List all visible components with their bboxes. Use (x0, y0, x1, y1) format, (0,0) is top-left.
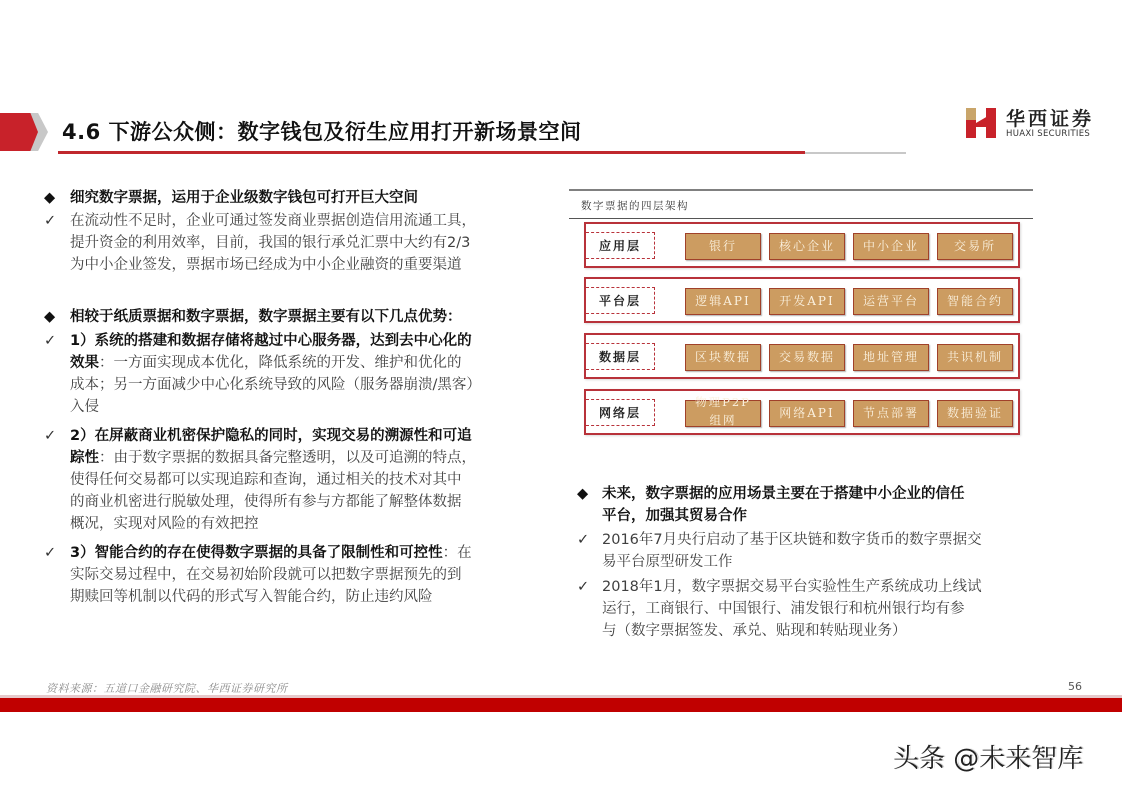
node-box: 开发API (769, 288, 845, 315)
diamond-bullet-icon: ◆ (577, 486, 589, 502)
diamond-bullet-icon: ◆ (44, 190, 56, 206)
section-heading-3: ◆ 未来，数字票据的应用场景主要在于搭建中小企业的信任 平台，加强其贸易合作 (577, 483, 965, 527)
diagram-caption: 数字票据的四层架构 (581, 200, 689, 212)
diamond-bullet-icon: ◆ (44, 309, 56, 325)
check-icon: ✓ (44, 333, 57, 349)
list-item: ✓ 在流动性不足时，企业可通过签发商业票据创造信用流通工具， 提升资金的利用效率，目前，我国的银行承兑汇票中大约有2/3 为中小企业签发，票据市场已经成为中小企业融资的重要渠道 (44, 210, 476, 276)
diagram-caption-rule (569, 218, 1033, 219)
node-box: 核心企业 (769, 233, 845, 260)
huaxi-logo-icon (964, 106, 998, 140)
list-item: ✓ 1）系统的搭建和数据存储将越过中心服务器，达到去中心化的 效果：一方面实现成本优化，降低系统的开发、维护和优化的 成本；另一方面减少中心化系统导致的风险（服务器崩溃/黑客） 入侵 (44, 330, 481, 418)
check-icon: ✓ (44, 428, 57, 444)
list-item: ✓ 2）在屏蔽商业机密保护隐私的同时，实现交易的溯源性和可追 踪性：由于数字票据的数据具备完整透明，以及可追溯的特点， 使得任何交易都可以实现追踪和查询，通过相关的技术对其中 的商业机密进行脱敏处理，使得所有参与方都能了解整体数据 概况，实现对风险的有效把控 (44, 425, 476, 535)
page-number: 56 (1068, 680, 1082, 693)
node-box: 中小企业 (853, 233, 929, 260)
layer-label: 数据层 (586, 343, 655, 370)
node-box: 数据验证 (937, 400, 1013, 427)
node-box: 逻辑API (685, 288, 761, 315)
list-item: ✓ 2016年7月央行启动了基于区块链和数字货币的数字票据交 易平台原型研发工作 (577, 529, 982, 573)
node-box: 交易所 (937, 233, 1013, 260)
node-box: 物理P2P 组网 (685, 400, 761, 427)
node-box: 共识机制 (937, 344, 1013, 371)
node-box: 银行 (685, 233, 761, 260)
check-icon: ✓ (44, 213, 57, 229)
logo-text-cn: 华西证券 (1006, 108, 1095, 130)
layer-application (584, 222, 1020, 268)
page-title: 4.6 下游公众侧：数字钱包及衍生应用打开新场景空间 (62, 120, 582, 144)
node-box: 节点部署 (853, 400, 929, 427)
node-box: 智能合约 (937, 288, 1013, 315)
title-underline-gray (805, 152, 906, 154)
diagram-top-rule (569, 189, 1033, 191)
list-item: ✓ 2018年1月，数字票据交易平台实验性生产系统成功上线试 运行，工商银行、中国银行、浦发银行和杭州银行均有参 与（数字票据签发、承兑、贴现和转贴现业务） (577, 576, 982, 642)
check-icon: ✓ (577, 579, 590, 595)
layer-label: 平台层 (586, 287, 655, 314)
check-icon: ✓ (577, 532, 590, 548)
layer-platform (584, 277, 1020, 323)
list-item: ✓ 3）智能合约的存在使得数字票据的具备了限制性和可控性：在 实际交易过程中，在交易初始阶段就可以把数字票据预先的到 期赎回等机制以代码的形式写入智能合约，防止违约风险 (44, 542, 472, 608)
source-note: 资料来源：五道口金融研究院、华西证券研究所 (46, 682, 288, 695)
section-heading-1: ◆ 细究数字票据，运用于企业级数字钱包可打开巨大空间 (44, 187, 418, 209)
layer-network (584, 389, 1020, 435)
node-box: 网络API (769, 400, 845, 427)
layer-label: 应用层 (586, 232, 655, 259)
node-box: 运营平台 (853, 288, 929, 315)
check-icon: ✓ (44, 545, 57, 561)
watermark: 头条 @未来智库 (893, 744, 1084, 774)
section-heading-2: ◆ 相较于纸质票据和数字票据，数字票据主要有以下几点优势： (44, 306, 462, 328)
brand-logo (964, 104, 1114, 144)
logo-text-en: HUAXI SECURITIES (1006, 129, 1091, 139)
node-box: 交易数据 (769, 344, 845, 371)
layer-data (584, 333, 1020, 379)
layer-label: 网络层 (586, 399, 655, 426)
node-box: 区块数据 (685, 344, 761, 371)
node-box: 地址管理 (853, 344, 929, 371)
title-underline (58, 151, 805, 154)
title-tab-marker (0, 113, 38, 151)
footer-bar (0, 698, 1122, 712)
